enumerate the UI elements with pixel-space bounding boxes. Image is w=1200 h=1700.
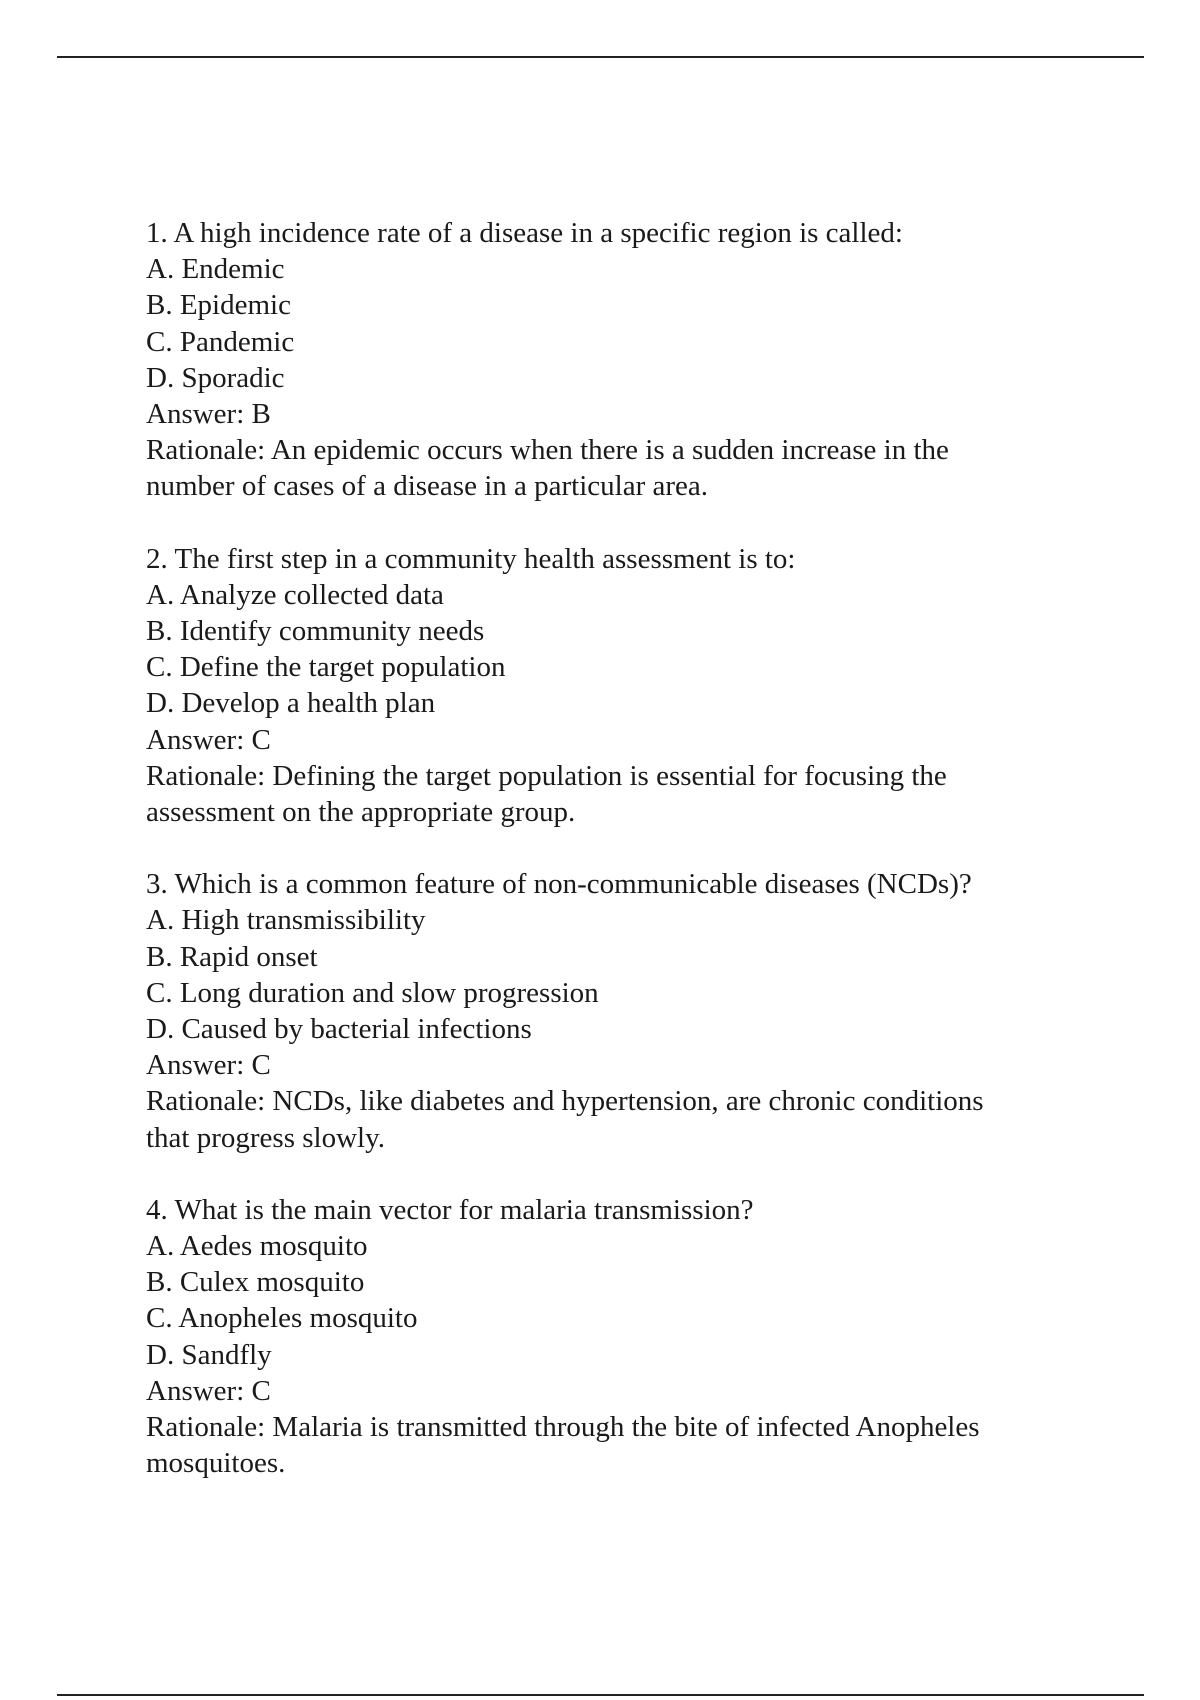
- answer: Answer: B: [146, 398, 271, 431]
- rationale: Rationale: Defining the target population is essential for focusing the assessment on the appropriate group.: [146, 759, 947, 829]
- option-b: B. Culex mosquito: [146, 1266, 365, 1299]
- option-a: A. Endemic: [146, 253, 285, 286]
- question-number: 1.: [146, 217, 168, 249]
- option-d: D. Caused by bacterial infections: [146, 1013, 532, 1046]
- question-text: A high incidence rate of a disease in a specific region is called:: [173, 217, 903, 249]
- rationale: Rationale: An epidemic occurs when there is a sudden increase in the number of cases of a disease in a particular area.: [146, 434, 949, 503]
- option-a: A. Aedes mosquito: [146, 1230, 368, 1263]
- question-stem: [146, 215, 1026, 251]
- question-number: 2.: [146, 542, 168, 575]
- quiz-content: [146, 215, 1026, 1482]
- rationale: Rationale: NCDs, like diabetes and hypertension, are chronic conditions that progress slowly.: [146, 1085, 984, 1154]
- option-b: B. Identify community needs: [146, 615, 485, 648]
- question-3: [146, 866, 1026, 1156]
- question-stem: [146, 1192, 1026, 1228]
- bottom-rule: [57, 1694, 1144, 1696]
- answer: Answer: C: [146, 1374, 271, 1407]
- option-b: B. Epidemic: [146, 289, 291, 322]
- option-c: C. Pandemic: [146, 325, 295, 358]
- rationale: Rationale: Malaria is transmitted through the bite of infected Anopheles mosquitoes.: [146, 1411, 980, 1480]
- option-c: C. Anopheles mosquito: [146, 1302, 418, 1335]
- question-text: The first step in a community health assessment is to:: [174, 542, 796, 575]
- question-1: [146, 215, 1026, 505]
- question-number: 3.: [146, 868, 168, 901]
- question-2: [146, 541, 1026, 831]
- answer: Answer: C: [146, 723, 271, 756]
- top-rule: [57, 56, 1144, 58]
- option-d: D. Sporadic: [146, 361, 285, 394]
- question-text: Which is a common feature of non-communicable diseases (NCDs)?: [174, 868, 972, 901]
- option-a: A. Analyze collected data: [146, 578, 444, 611]
- question-stem: [146, 541, 1026, 577]
- option-b: B. Rapid onset: [146, 940, 318, 973]
- question-text: What is the main vector for malaria transmission?: [174, 1193, 754, 1226]
- option-d: D. Develop a health plan: [146, 687, 436, 720]
- option-a: A. High transmissibility: [146, 904, 426, 937]
- answer: Answer: C: [146, 1049, 271, 1082]
- option-c: C. Define the target population: [146, 651, 506, 684]
- option-d: D. Sandfly: [146, 1338, 272, 1371]
- question-stem: [146, 866, 1026, 902]
- option-c: C. Long duration and slow progression: [146, 976, 599, 1009]
- question-4: [146, 1192, 1026, 1482]
- question-number: 4.: [146, 1193, 168, 1226]
